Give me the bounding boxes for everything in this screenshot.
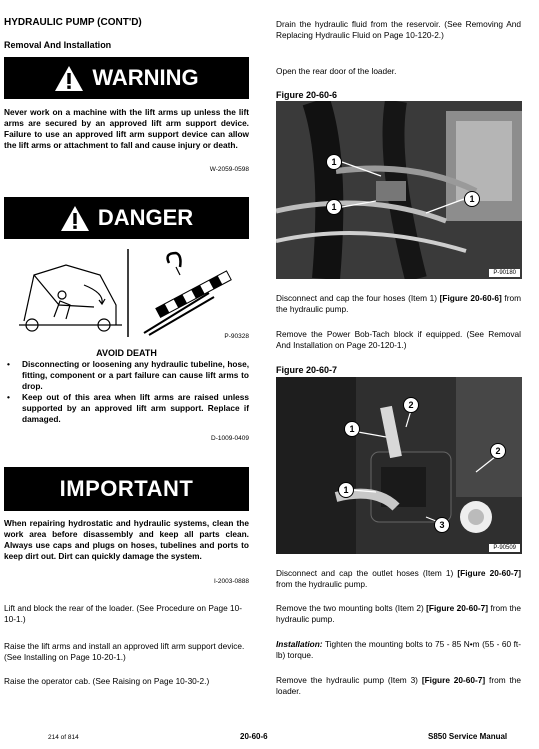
important-text: When repairing hydrostatic and hydraulic systems, clean the work area before disassembly and keep all parts clean. Always use caps and plugs on hoses, tubelines and ports to keep dirt out. Dirt can quickly damage the system. bbox=[4, 518, 249, 561]
callout-item-1: 1 bbox=[464, 191, 480, 207]
section-subtitle: Removal And Installation bbox=[4, 40, 112, 50]
step-installation-torque: Installation: Tighten the mounting bolts to 75 - 85 N•m (55 - 60 ft-lb) torque. bbox=[276, 639, 521, 660]
danger-pictogram bbox=[4, 245, 249, 341]
warning-text: Never work on a machine with the lift arms up unless the lift arms are secured by an approved lift arm support device. Failure to use an approved lift arm support device can allow the lift arms or attachment to fall and cause injury or death. bbox=[4, 107, 249, 150]
warning-code: W-2059-0598 bbox=[209, 166, 249, 173]
step-remove-pump: Remove the hydraulic pump (Item 3) [Figure 20-60-7] from the loader. bbox=[276, 675, 521, 696]
danger-code: D-1009-0409 bbox=[211, 435, 249, 442]
callout-item-1: 1 bbox=[326, 154, 342, 170]
step-drain-fluid: Drain the hydraulic fluid from the reservoir. (See Removing And Replacing Hydraulic Fluid on Page 10-120-2.) bbox=[276, 19, 521, 40]
warning-label: WARNING bbox=[92, 65, 199, 90]
footer-page-count: 214 of 814 bbox=[48, 734, 79, 741]
figure-20-60-6-code: P-90180 bbox=[489, 269, 520, 277]
figure-20-60-7-photo bbox=[276, 377, 522, 554]
step-remove-bobtach: Remove the Power Bob-Tach block if equipped. (See Removal And Installation on Page 20-120-1.) bbox=[276, 329, 521, 350]
warning-banner bbox=[4, 57, 249, 99]
callout-item-1: 1 bbox=[338, 482, 354, 498]
step-raise-cab: Raise the operator cab. (See Raising on Page 10-30-2.) bbox=[4, 676, 210, 686]
section-title: HYDRAULIC PUMP (CONT'D) bbox=[4, 17, 142, 28]
step-remove-bolts: Remove the two mounting bolts (Item 2) [Figure 20-60-7] from the hydraulic pump. bbox=[276, 603, 521, 624]
danger-bullet: • Disconnecting or loosening any hydraulic tubeline, hose, fitting, component or a part failure can cause lift arms to drop. bbox=[4, 359, 249, 392]
warning-triangle-icon bbox=[54, 65, 84, 92]
danger-bullet: • Keep out of this area when lift arms are raised unless supported by an approved lift arm support. Replace if damaged. bbox=[4, 392, 249, 425]
step-disconnect-outlet: Disconnect and cap the outlet hoses (Item 1) [Figure 20-60-7] from the hydraulic pump. bbox=[276, 568, 522, 589]
important-banner bbox=[4, 467, 249, 511]
callout-item-3: 3 bbox=[434, 517, 450, 533]
danger-label: DANGER bbox=[97, 205, 194, 230]
danger-pic-code: P-90328 bbox=[224, 333, 249, 340]
callout-item-1: 1 bbox=[344, 421, 360, 437]
important-code: I-2003-0888 bbox=[213, 578, 249, 585]
step-raise-arms: Raise the lift arms and install an approved lift arm support device. (See Installing on Page 10-20-1.) bbox=[4, 641, 245, 662]
callout-item-2: 2 bbox=[490, 443, 506, 459]
figure-20-60-6-photo bbox=[276, 101, 522, 279]
figure-20-60-7-title: Figure 20-60-7 bbox=[276, 365, 338, 375]
callout-item-1: 1 bbox=[326, 199, 342, 215]
callout-item-2: 2 bbox=[403, 397, 419, 413]
step-lift-block: Lift and block the rear of the loader. (See Procedure on Page 10-10-1.) bbox=[4, 603, 242, 624]
step-open-door: Open the rear door of the loader. bbox=[276, 66, 397, 76]
danger-bullet-list bbox=[4, 359, 249, 425]
figure-20-60-6-title: Figure 20-60-6 bbox=[276, 90, 338, 100]
footer-page-number: 20-60-6 bbox=[240, 732, 268, 741]
step-disconnect-hoses: Disconnect and cap the four hoses (Item 1) [Figure 20-60-6] from the hydraulic pump. bbox=[276, 293, 522, 314]
danger-banner bbox=[4, 197, 249, 239]
important-label: IMPORTANT bbox=[59, 476, 194, 501]
warning-triangle-icon bbox=[60, 205, 90, 232]
figure-20-60-7-code: P-90509 bbox=[489, 544, 520, 552]
footer-manual-title: S850 Service Manual bbox=[428, 732, 508, 741]
danger-title: AVOID DEATH bbox=[96, 348, 157, 358]
